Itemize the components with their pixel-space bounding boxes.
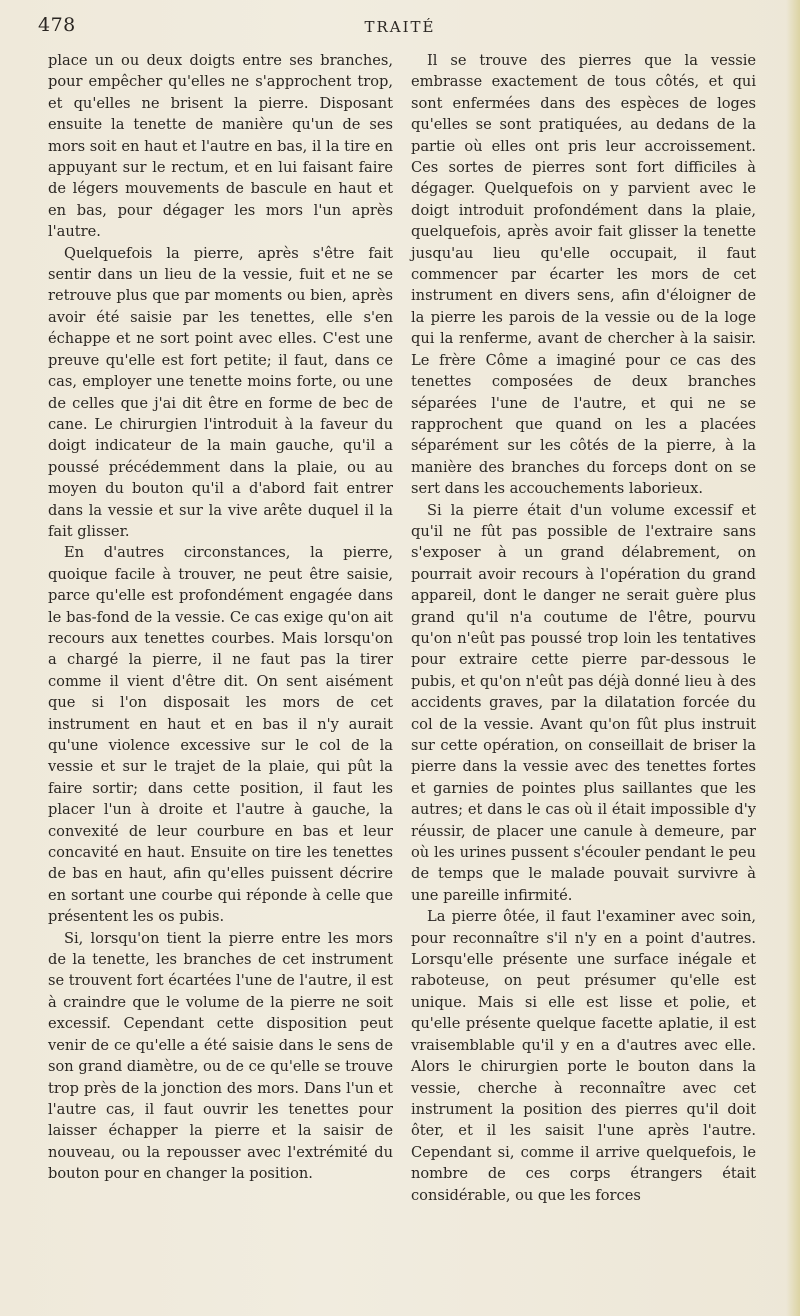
right-column <box>411 50 756 1206</box>
page-number: 478 <box>38 14 76 36</box>
paragraph: Si la pierre était d'un volume excessif et qu'il ne fût pas possible de l'extraire sans s'exposer à un grand délabrement, on pourrait avoir recours à l'opération du grand appareil, dont le danger ne serait guère plus grand qu'il n'a coutume de l'être, pourvu qu'on n'eût pas poussé trop loin les tentatives pour extraire cette pierre par-dessous le pubis, et qu'on n'eût pas déjà donné lieu à des accidents graves, par la dilatation forcée du col de la vessie. Avant qu'on fût plus instruit sur cette opération, on conseillait de briser la pierre dans la vessie avec des tenettes fortes et garnies de pointes plus saillantes que les autres; et dans le cas où il était impossible d'y réussir, de placer une canule à demeure, par où les urines pussent s'écouler pendant le peu de temps que le malade pouvait survivre à une pareille infirmité. <box>411 501 756 904</box>
paragraph: place un ou deux doigts entre ses branches, pour empêcher qu'elles ne s'approchent trop, et qu'elles ne brisent la pierre. Disposant ensuite la tenette de manière qu'un de ses mors soit en haut et l'autre en bas, il la tire en appuyant sur le rectum, et en lui faisant faire de légers mouvements de bascule en haut et en bas, pour dégager les mors l'un après l'autre. <box>48 52 393 241</box>
paragraph: Il se trouve des pierres que la vessie embrasse exactement de tous côtés, et qui sont enfermées dans des espèces de loges qu'elles se sont pratiquées, au dedans de la partie où elles ont pris leur accroissement. Ces sortes de pierres sont fort difficiles à dégager. Quelquefois on y parvient avec le doigt introduit profondément dans la plaie, quelquefois, après avoir fait glisser la tenette jusqu'au lieu qu'elle occupait, il faut commencer par écarter les mors de cet instrument en divers sens, afin d'éloigner de la pierre les parois de la vessie ou de la loge qui la renferme, avant de chercher à la saisir. Le frère Côme a imaginé pour ce cas des tenettes composées de deux branches séparées l'une de l'autre, et qui ne se rapprochent que quand on les a placées séparément sur les côtés de la pierre, à la manière des branches du forceps dont on se sert dans les accouchements laborieux. <box>411 52 756 498</box>
left-column <box>48 50 393 1206</box>
paragraph: La pierre ôtée, il faut l'examiner avec soin, pour reconnaître s'il n'y en a point d'autres. Lorsqu'elle présente une surface inégale et raboteuse, on peut présumer qu'elle est unique. Mais si elle est lisse et polie, et qu'elle présente quelque facette aplatie, il est vraisemblable qu'il y en a d'autres avec elle. Alors le chirurgien porte le bouton dans la vessie, cherche à reconnaître avec cet instrument la position des pierres qu'il doit ôter, et il les saisit l'une après l'autre. Cependant si, comme il arrive quelquefois, le nombre de ces corps étrangers était considérable, ou que les forces <box>411 908 756 1204</box>
text-columns <box>48 50 756 1206</box>
paragraph: En d'autres circonstances, la pierre, quoique facile à trouver, ne peut être saisie, parce qu'elle est profondément engagée dans le bas-fond de la vessie. Ce cas exige qu'on ait recours aux tenettes courbes. Mais lorsqu'on a chargé la pierre, il ne faut pas la tirer comme il vient d'être dit. On sent aisément que si l'on disposait les mors de cet instrument en haut et en bas il n'y aurait qu'une violence excessive sur le col de la vessie et sur le trajet de la plaie, qui pût la faire sortir; dans cette position, il faut les placer l'un à droite et l'autre à gauche, la convexité de leur courbure en bas et leur concavité en haut. Ensuite on tire les tenettes de bas en haut, afin qu'elles puissent décrire en sortant une courbe qui réponde à celle que présentent les os pubis. <box>48 544 393 926</box>
paragraph: Quelquefois la pierre, après s'être fait sentir dans un lieu de la vessie, fuit et ne se retrouve plus que par moments ou bien, après avoir été saisie par les tenettes, elle s'en échappe et ne sort point avec elles. C'est une preuve qu'elle est fort petite; il faut, dans ce cas, employer une tenette moins forte, ou une de celles que j'ai dit être en forme de bec de cane. Le chirurgien l'introduit à la faveur du doigt indicateur de la main gauche, qu'il a poussé précédemment dans la plaie, ou au moyen du bouton qu'il a d'abord fait entrer dans la vessie et sur la vive arête duquel il la fait glisser. <box>48 244 393 540</box>
paragraph: Si, lorsqu'on tient la pierre entre les mors de la tenette, les branches de cet instrument se trouvent fort écartées l'une de l'autre, il est à craindre que le volume de la pierre ne soit excessif. Cependant cette disposition peut venir de ce qu'elle a été saisie dans le sens de son grand diamètre, ou de ce qu'elle se trouve trop près de la jonction des mors. Dans l'un et l'autre cas, il faut ouvrir les tenettes pour laisser échapper la pierre et la saisir de nouveau, ou la repousser avec l'extrémité du bouton pour en changer la position. <box>48 929 393 1183</box>
running-head: TRAITÉ <box>364 18 436 36</box>
page-edge-shadow <box>786 0 800 1316</box>
